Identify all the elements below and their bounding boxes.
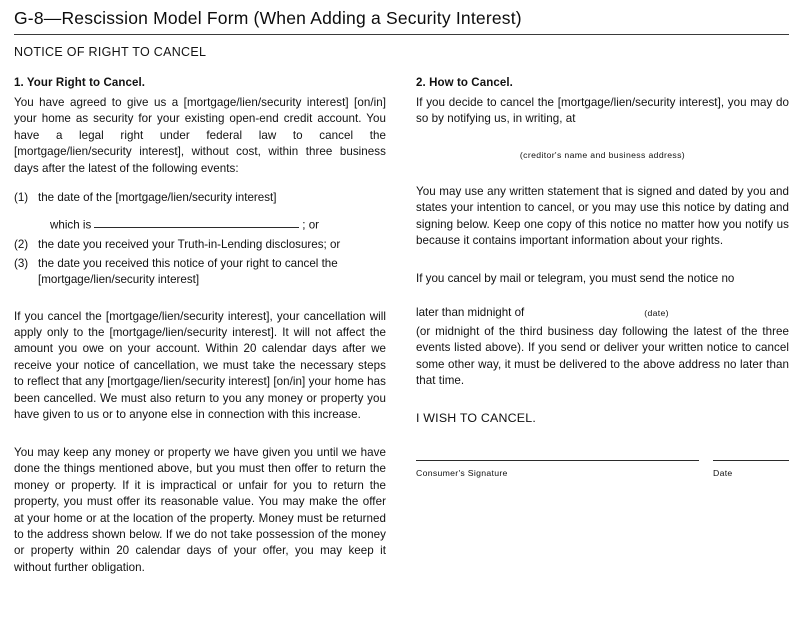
which-is-label: which is xyxy=(50,218,92,232)
right-paragraph-4: (or midnight of the third business day following the latest of the three events listed above). If you send or deliver your written notice to cancel some other way, it must be delivered to the above address no later than that time. xyxy=(416,324,789,387)
date-input-line[interactable] xyxy=(713,459,789,461)
spacer xyxy=(14,291,386,309)
signature-label: Consumer's Signature xyxy=(416,468,508,479)
date-field-label: Date xyxy=(713,468,733,479)
left-paragraph-2: If you cancel the [mortgage/lien/security interest], your cancellation will apply only to the [mortgage/lien/security interest]. It will not affect the amount you owe on your account. Within 20 calendar days after we receive your notice of cancellation, we must take the necessary steps to reflect that any [mortgage/lien/security interest] [on/in] your home has been cancelled. We must also return to you any money or property you have given to us or to anyone else in connection with this increase. xyxy=(14,309,386,422)
right-paragraph-2: You may use any written statement that is signed and dated by you and states your intention to cancel, or you may use this notice by dating and signing below. Keep one copy of this notice no matter how you notify us because it contains important information about your rights. xyxy=(416,184,789,248)
notice-heading: NOTICE OF RIGHT TO CANCEL xyxy=(14,45,207,59)
which-is-fill-line-row xyxy=(14,217,386,231)
two-column-body xyxy=(14,77,789,589)
left-section-heading: 1. Your Right to Cancel. xyxy=(14,77,146,89)
signature-lines xyxy=(416,459,789,461)
signature-input-line[interactable] xyxy=(416,459,699,461)
title-divider xyxy=(14,34,789,35)
wish-to-cancel-statement: I WISH TO CANCEL. xyxy=(416,411,536,426)
list-item-label: the date you received your Truth-in-Lending disclosures; or xyxy=(38,238,341,252)
left-paragraph-3: You may keep any money or property we have given you until we have done the things mentioned above, but you must then offer to return the money or property. If it is impractical or unfair for you to return the property, you must offer its reasonable value. You may make the offer at your home or at the location of the property. Money must be returned to the address shown below. If we do not take possession of the money or property within 20 calendar days of your offer, you may keep it without further obligation. xyxy=(14,445,386,574)
right-column xyxy=(416,77,789,589)
spacer xyxy=(416,287,789,305)
spacer xyxy=(14,437,386,445)
midnight-date-row xyxy=(416,305,789,321)
creditor-address-caption: (creditor's name and business address) xyxy=(519,149,686,160)
page-title: G-8—Rescission Model Form (When Adding a Security Interest) xyxy=(14,8,522,28)
list-item xyxy=(14,190,386,206)
date-caption: (date) xyxy=(644,308,669,319)
list-item-number: (2) xyxy=(14,238,29,252)
left-column xyxy=(14,77,386,589)
right-paragraph-1: If you decide to cancel the [mortgage/lien/security interest], you may do so by notifying us, in writing, at xyxy=(416,96,789,126)
signature-labels xyxy=(416,468,789,478)
which-is-suffix: ; or xyxy=(302,218,320,232)
spacer xyxy=(416,263,789,271)
right-section-heading: 2. How to Cancel. xyxy=(416,77,513,89)
list-item-number: (1) xyxy=(14,191,29,205)
mail-notice-line-1: If you cancel by mail or telegram, you must send the notice no xyxy=(416,271,735,285)
list-item xyxy=(14,256,386,289)
midnight-label: later than midnight of xyxy=(416,306,525,320)
list-item-number: (3) xyxy=(14,256,29,270)
list-item-label: the date you received this notice of your right to cancel the [mortgage/lien/security interest] xyxy=(38,256,338,287)
list-item-label: the date of the [mortgage/lien/security interest] xyxy=(38,191,277,205)
left-paragraph-1: You have agreed to give us a [mortgage/lien/security interest] [on/in] your home as security for your existing open-end credit account. You have a legal right under federal law to cancel the [mortgage/lien/security interest], without cost, within three business days after the latest of the following events: xyxy=(14,96,386,175)
list-item xyxy=(14,237,386,253)
which-is-input[interactable] xyxy=(94,217,299,228)
